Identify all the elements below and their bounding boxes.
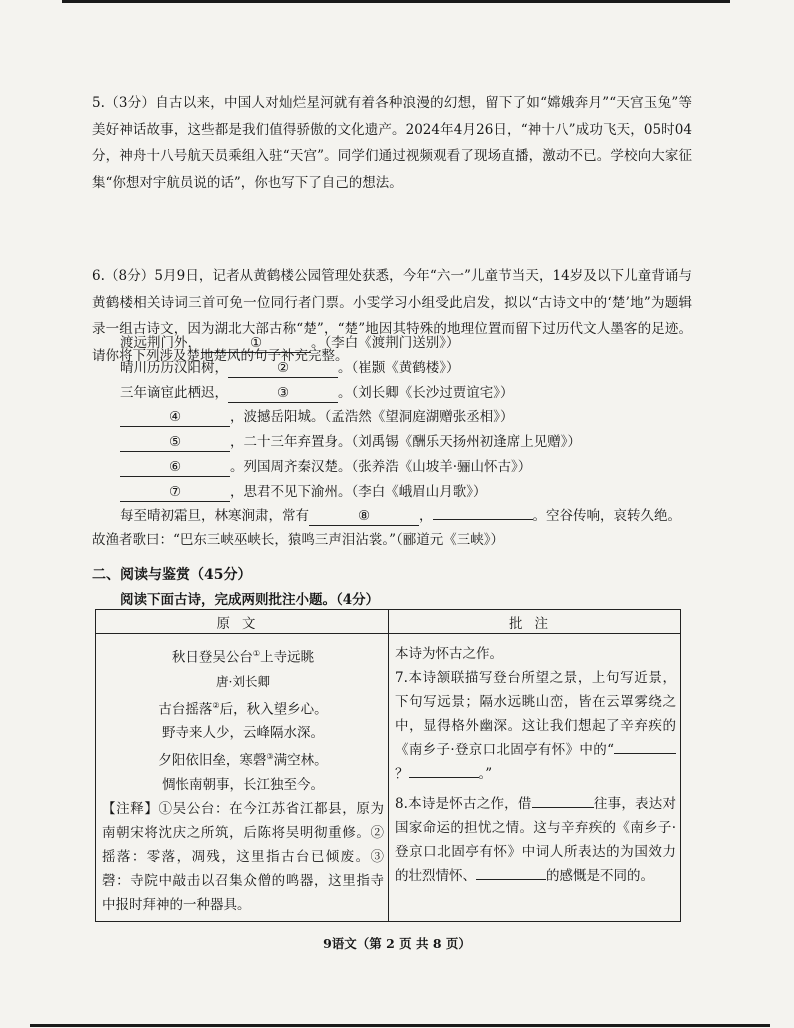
section-2-title: 二、阅读与鉴赏（45分） xyxy=(92,567,252,583)
fill-line-2: 晴川历历汉阳树， ② 。（崔颢《黄鹤楼》） xyxy=(120,360,460,376)
blank-4[interactable]: ④ xyxy=(120,408,230,427)
poem-line: 古台摇落②后，秋入望乡心。 xyxy=(158,700,328,717)
blank-7[interactable]: ⑦ xyxy=(120,483,230,502)
fill-line-7: ⑦ ，思君不见下渝州。（李白《峨眉山月歌》） xyxy=(120,480,487,504)
poem-line: 夕阳依旧垒，寒磬③满空林。 xyxy=(158,752,328,769)
annotation-7: 7.本诗颔联描写登台所望之景，上句写近景，下句写远景；隔水远眺山峦，皆在云罩雾绕之中，显得格外幽深。这让我们想起了辛弃疾的《南乡子·登京口北固亭有怀》中的“？ 。” xyxy=(395,670,676,782)
blank-q7-b[interactable] xyxy=(409,777,479,778)
fill-line-1: 渡远荆门外， ① 。（李白《渡荆门送别》） xyxy=(120,335,460,351)
annotation-8: 8.本诗是怀古之作，借 往事，表达对国家命运的担忧之情。这与辛弃疾的《南乡子·登京口北固亭有怀》中词人所表达的为国效力的壮烈情怀、 的感慨是不同的。 xyxy=(395,796,676,884)
annotation-table xyxy=(95,609,681,922)
fill-line-8-cont: 故渔者歌曰：“巴东三峡巫峡长，猿鸣三声泪沾裳。”（郦道元《三峡》） xyxy=(92,532,505,548)
blank-5[interactable]: ⑤ xyxy=(120,433,230,452)
header-annotation: 批注 xyxy=(389,610,681,634)
header-original: 原文 xyxy=(96,610,389,634)
page-footer: 9语文（第 2 页 共 8 页） xyxy=(323,936,471,951)
poem-line: 惆怅南朝事，长江独至今。 xyxy=(162,776,324,793)
fill-line-4: ④ ，波撼岳阳城。（孟浩然《望洞庭湖赠张丞相》） xyxy=(120,405,514,429)
scan-edge-bottom xyxy=(30,1024,770,1027)
fill-line-5: ⑤ ，二十三年弃置身。（刘禹锡《酬乐天扬州初逢席上见赠》） xyxy=(120,430,581,454)
question-6-intro: 6.（8分）5月9日，记者从黄鹤楼公园管理处获悉，今年“六一”儿童节当天，14岁及以下儿童背诵与黄鹤楼相关诗词三首可免一位同行者门票。小雯学习小组受此启发，拟以“古诗文中的‘楚’地”为题辑录一组古诗文，因为湖北大部古称“楚”，“楚”地因其特殊的地理位置而留下过历代文人墨客的足迹。请你将下列涉及楚地楚风的句子补充完整。 xyxy=(92,268,692,364)
poem-notes: 【注释】①吴公台：在今江苏省江都县，原为南朝宋将沈庆之所筑，后陈将吴明彻重修。②摇落：零落，凋残，这里指古台已倾废。③磬：寺院中敲击以召集众僧的鸣器，这里指寺中报时拜神的一种器具。 xyxy=(102,800,384,913)
section-2-intro: 阅读下面古诗，完成两则批注小题。（4分） xyxy=(120,592,380,608)
blank-6[interactable]: ⑥ xyxy=(120,458,230,477)
poem-title: 秋日登吴公台①上寺远眺 xyxy=(171,649,315,666)
scan-edge-top xyxy=(62,0,730,3)
fill-line-3: 三年谪宦此栖迟， ③ 。（刘长卿《长沙过贾谊宅》） xyxy=(120,385,514,401)
blank-3[interactable]: ③ xyxy=(228,384,338,403)
blank-q8-a[interactable] xyxy=(532,807,594,808)
blank-8b[interactable] xyxy=(433,519,533,520)
blank-2[interactable]: ② xyxy=(228,359,338,378)
blank-8a[interactable]: ⑧ xyxy=(309,507,419,526)
blank-1[interactable]: ① xyxy=(201,334,311,353)
poem-line: 野寺来人少，云峰隔水深。 xyxy=(162,725,324,741)
question-5: 5.（3分）自古以来，中国人对灿烂星河就有着各种浪漫的幻想，留下了如“嫦娥奔月”“天宫玉兔”等美好神话故事，这些都是我们值得骄傲的文化遗产。2024年4月26日，“神十八”成功飞天，05时04分，神舟十八号航天员乘组入驻“天宫”。同学们通过视频观看了现场直播，激动不已。学校向大家征集“你想对宇航员说的话”，你也写下了自己的想法。 xyxy=(92,95,692,191)
annotation-intro: 本诗为怀古之作。 xyxy=(395,646,503,662)
fill-line-8: 每至晴初霜旦，林寒涧肃，常有 ⑧ ， 。空谷传响，哀转久绝。 xyxy=(120,508,681,524)
poem-author: 唐·刘长卿 xyxy=(216,673,270,689)
blank-q8-b[interactable] xyxy=(476,879,546,880)
original-cell xyxy=(96,634,389,922)
fill-line-6: ⑥ 。列国周齐秦汉楚。（张养浩《山坡羊·骊山怀古》） xyxy=(120,455,531,479)
blank-q7-a[interactable] xyxy=(614,753,676,754)
annotation-cell xyxy=(389,634,681,922)
